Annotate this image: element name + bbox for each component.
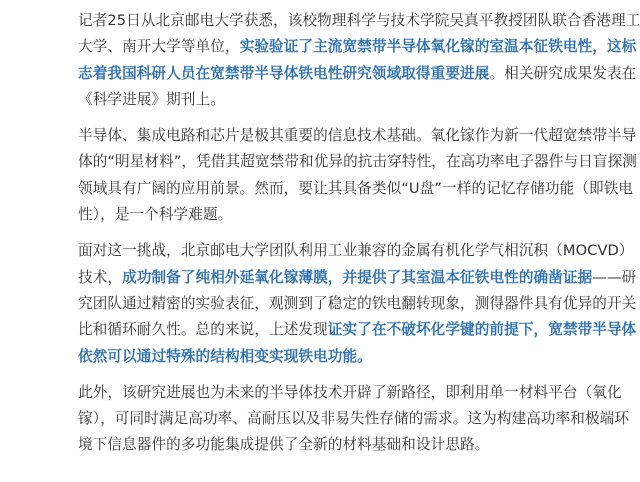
body-text: 《科学进展》期刊上。 (78, 90, 225, 108)
text-line (78, 34, 637, 60)
body-text: 此外，该研究进展也为未来的半导体技术开辟了新路径，即利用单一材料平台（氧化 (78, 383, 622, 401)
highlighted-text: 依然可以通过特殊的结构相变实现铁电功能。 (78, 347, 372, 365)
text-line (78, 176, 634, 202)
text-line (78, 406, 630, 432)
body-text: 记者25日从北京邮电大学获悉，该校物理科学与技术学院吴真平教授团队联合香港理工 (78, 12, 640, 29)
text-line (78, 123, 637, 149)
text-line (78, 380, 622, 406)
body-text: 体的“明星材料”，凭借其超宽禁带和优异的抗击穿特性，在高功率电子器件与日盲探测 (78, 153, 637, 171)
text-line (78, 87, 562, 113)
highlighted-text: 证实了在不破坏化学键的前提下，宽禁带半导体 (327, 321, 637, 339)
body-text: 面对这一挑战，北京邮电大学团队利用工业兼容的金属有机化学气相沉积（MOCVD） (78, 242, 634, 260)
body-text: 半导体、集成电路和芯片是极其重要的信息技术基础。氧化镓作为新一代超宽禁带半导 (78, 127, 637, 145)
highlighted-text: 志着我国科研人员在宽禁带半导体铁电性研究领域取得重要进展 (78, 64, 490, 82)
body-text: 领域具有广阔的应用前景。然而，要让其具备类似“U盘”一样的记忆存储功能（即铁电 (78, 179, 634, 197)
text-line (78, 291, 637, 317)
article-paragraph (78, 123, 637, 228)
body-text: 性），是一个科学难题。 (78, 206, 233, 224)
article-paragraph (78, 8, 640, 113)
body-text: 镓），可同时满足高功率、高耐压以及非易失性存储的需求。这为构建高功率和极端环 (78, 410, 630, 428)
text-line (78, 265, 637, 291)
text-line (78, 8, 640, 34)
text-line (78, 432, 562, 458)
text-line (78, 344, 562, 370)
body-text: ——研 (592, 268, 637, 286)
text-line (78, 202, 562, 228)
article-paragraph (78, 380, 630, 459)
body-text: 比和循环耐久性。总的来说，上述发现 (78, 321, 328, 339)
body-text: 技术， (78, 268, 123, 286)
text-line (78, 149, 637, 175)
article-paragraph (78, 238, 637, 369)
text-line (78, 317, 637, 343)
body-text: 究团队通过精密的实验表征，观测到了稳定的铁电翻转现象，测得器件具有优异的开关 (78, 294, 637, 312)
text-line (78, 238, 634, 264)
highlighted-text: 成功制备了纯相外延氧化镓薄膜，并提供了其室温本征铁电性的确凿证据 (122, 268, 593, 286)
body-text: 。相关研究成果发表在 (489, 64, 637, 82)
body-text: 大学、南开大学等单位， (78, 38, 240, 56)
text-line (78, 61, 637, 87)
highlighted-text: 实验验证了主流宽禁带半导体氧化镓的室温本征铁电性，这标 (239, 38, 637, 56)
article-body (78, 8, 640, 469)
body-text: 境下信息器件的多功能集成提供了全新的材料基础和设计思路。 (78, 436, 490, 454)
